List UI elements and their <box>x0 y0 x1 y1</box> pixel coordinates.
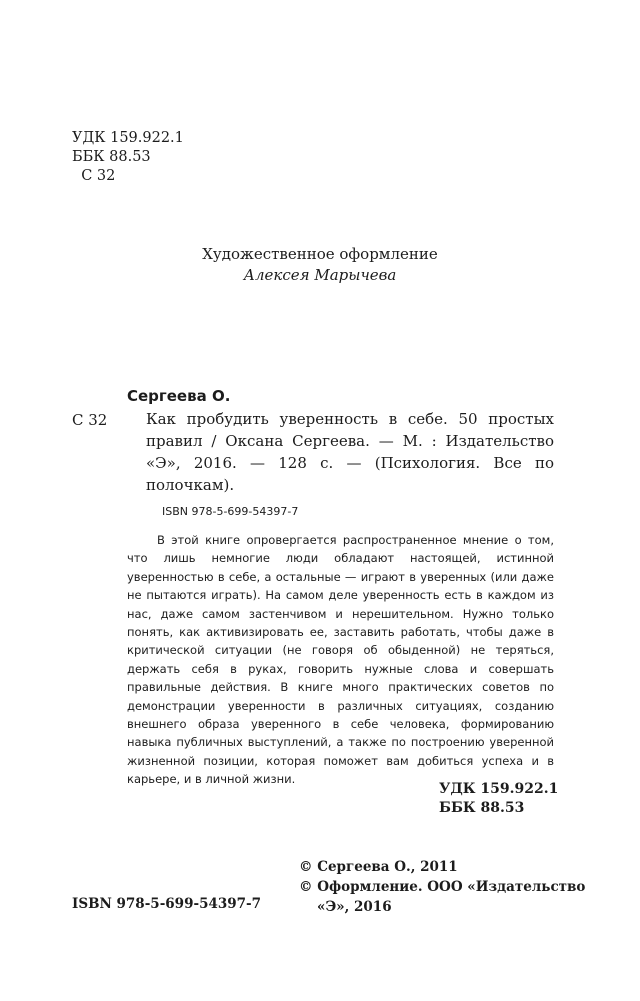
bottom-classification-codes <box>439 780 558 818</box>
catalog-code: С 32 <box>72 411 108 429</box>
annotation-text: В этой книге опровергается распространенное мнение о том, что лишь немногие люди обладают настоящей, истинной уверенностью в себе, а остальные — играют в уверенных (или даже не пытаются играть). На самом деле уверенность есть в каждом из нас, даже самом застенчивом и нерешительном. Нужно только понять, как активизировать ее, заставить работать, чтобы даже в критической ситуации (не говоря об обыденной) не теряться, держать себя в руках, говорить нужные слова и совершать правильные действия. В книге много практических советов по демонстрации уверенности в различных ситуациях, созданию внешнего образа уверенного в себе человека, формированию навыка публичных выступлений, а также по построению уверенной жизненной позиции, которая поможет вам добиться успеха и в карьере, и в личной жизни. <box>127 533 554 787</box>
udk-code: УДК 159.922.1 <box>72 130 184 146</box>
copyright-design-line1: © Оформление. ООО «Издательство <box>299 879 586 895</box>
copyright-block <box>299 857 585 917</box>
art-design-credit <box>0 244 640 286</box>
isbn-small: ISBN 978-5-699-54397-7 <box>162 505 299 518</box>
bbk-code: ББК 88.53 <box>72 149 151 165</box>
copyright-design-line2: «Э», 2016 <box>317 899 392 915</box>
udk-code-bottom: УДК 159.922.1 <box>439 781 559 797</box>
top-classification-codes <box>72 129 184 186</box>
annotation <box>127 531 554 789</box>
art-design-label: Художественное оформление <box>202 245 438 263</box>
author-sign: С 32 <box>72 168 116 184</box>
bibliographic-description: Как пробудить уверенность в себе. 50 простых правил / Оксана Сергеева. — М. : Издательство «Э», 2016. — 128 с. — (Психология. Все по полочкам). <box>146 410 554 494</box>
bbk-code-bottom: ББК 88.53 <box>439 800 525 816</box>
artist-name: Алексея Марычева <box>243 266 397 284</box>
copyright-author: © Сергеева О., 2011 <box>299 859 458 875</box>
author-name: Сергеева О. <box>127 387 231 405</box>
isbn-bottom: ISBN 978-5-699-54397-7 <box>72 896 262 912</box>
